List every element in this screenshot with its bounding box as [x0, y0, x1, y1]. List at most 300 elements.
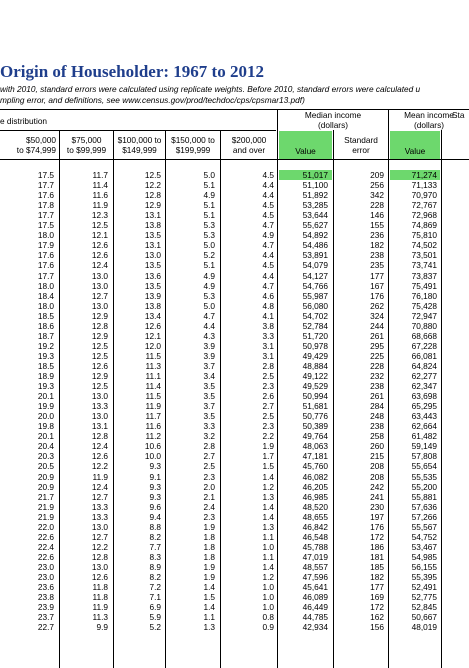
- cell-median-se: 182: [370, 572, 384, 582]
- cell-pct-150k: 4.9: [203, 270, 215, 281]
- page-title: Origin of Householder: 1967 to 2012: [0, 62, 264, 81]
- cell-median-value: 47,019: [302, 551, 328, 562]
- cell-pct-200k: 1.0: [262, 602, 274, 613]
- table-row: [0, 472, 469, 482]
- cell-pct-150k: 5.0: [203, 170, 215, 180]
- cell-median-se: 238: [370, 250, 384, 261]
- cell-median-value: 48,520: [302, 501, 328, 512]
- header-bottom-rule: [0, 159, 469, 160]
- cell-pct-50k: 21.9: [37, 511, 54, 522]
- cell-median-se: 208: [370, 461, 384, 472]
- cell-median-value: 51,681: [302, 401, 328, 412]
- cell-median-se: 261: [370, 391, 384, 402]
- cell-median-se: 238: [370, 421, 384, 432]
- cell-pct-200k: 4.1: [262, 310, 274, 321]
- cell-pct-200k: 1.0: [262, 582, 274, 593]
- table-row: [0, 180, 469, 190]
- cell-pct-50k: 23.6: [37, 582, 54, 593]
- cell-median-se: 172: [370, 531, 384, 542]
- table-row: [0, 341, 469, 351]
- cell-pct-100k: 10.0: [144, 451, 161, 462]
- cell-pct-100k: 11.5: [145, 391, 161, 402]
- cell-pct-150k: 5.1: [203, 200, 215, 211]
- cell-pct-75k: 12.1: [91, 230, 108, 241]
- table-row: [0, 482, 469, 492]
- cell-pct-75k: 13.0: [91, 411, 108, 422]
- cell-pct-100k: 13.9: [144, 290, 161, 301]
- cell-pct-200k: 4.5: [262, 260, 274, 271]
- cell-pct-100k: 12.5: [144, 170, 161, 180]
- cell-mean-value: 72,767: [411, 200, 437, 211]
- cell-pct-100k: 11.6: [145, 421, 161, 432]
- cell-median-value: 47,596: [302, 572, 328, 582]
- cell-mean-value: 74,502: [411, 240, 437, 251]
- cell-pct-100k: 11.4: [145, 381, 161, 392]
- table-row: [0, 451, 469, 461]
- cell-pct-200k: 0.9: [262, 622, 274, 633]
- cell-median-value: 48,063: [302, 441, 328, 452]
- cell-mean-value: 63,698: [411, 391, 437, 402]
- cell-pct-200k: 4.5: [262, 210, 274, 221]
- cell-pct-150k: 3.7: [203, 360, 215, 371]
- cell-pct-75k: 13.1: [91, 421, 108, 432]
- cell-median-se: 209: [370, 170, 384, 180]
- cell-pct-150k: 3.9: [203, 340, 215, 351]
- cell-pct-200k: 1.1: [262, 551, 274, 562]
- cell-pct-75k: 13.0: [91, 391, 108, 402]
- cell-median-se: 295: [370, 340, 384, 351]
- cell-pct-50k: 21.9: [37, 501, 54, 512]
- cell-pct-75k: 11.6: [92, 190, 108, 201]
- cell-pct-50k: 22.6: [37, 551, 54, 562]
- table-row: [0, 441, 469, 451]
- col-header-50k: [0, 135, 56, 155]
- cell-pct-100k: 8.8: [149, 521, 161, 532]
- cell-median-se: 155: [370, 220, 384, 231]
- cell-pct-150k: 3.4: [203, 371, 215, 381]
- table-row: [0, 331, 469, 341]
- cell-pct-200k: 4.4: [262, 190, 274, 201]
- cell-pct-75k: 12.4: [91, 260, 108, 271]
- cell-median-se: 241: [370, 491, 384, 502]
- cell-pct-75k: 12.5: [91, 350, 108, 361]
- table-row: [0, 542, 469, 552]
- cell-median-value: 53,285: [302, 200, 328, 211]
- cell-pct-50k: 23.7: [37, 612, 54, 623]
- cell-median-value: 50,978: [302, 340, 328, 351]
- cell-median-se: 185: [370, 561, 384, 572]
- cell-median-value: 56,080: [302, 300, 328, 311]
- cell-mean-value: 66,081: [411, 350, 437, 361]
- cell-pct-100k: 13.5: [144, 280, 161, 291]
- cell-mean-value: 73,837: [411, 270, 437, 281]
- cell-pct-50k: 17.6: [37, 250, 54, 261]
- cell-pct-200k: 4.9: [262, 230, 274, 241]
- cell-median-value: 46,985: [302, 491, 328, 502]
- cell-mean-value: 63,443: [411, 411, 437, 422]
- cell-pct-75k: 13.0: [91, 280, 108, 291]
- cell-mean-value: 53,467: [411, 541, 437, 552]
- cell-mean-value: 70,970: [411, 190, 437, 201]
- cell-mean-value: 74,869: [411, 220, 437, 231]
- cell-mean-value: 55,654: [411, 461, 437, 472]
- table-row: [0, 592, 469, 602]
- table-row: [0, 281, 469, 291]
- cell-pct-50k: 18.4: [37, 290, 54, 301]
- cell-median-value: 47,181: [302, 451, 328, 462]
- cell-pct-150k: 1.9: [203, 572, 215, 582]
- cell-pct-100k: 12.1: [144, 330, 161, 341]
- cell-median-se: 244: [370, 320, 384, 331]
- table-row: [0, 411, 469, 421]
- cell-median-se: 208: [370, 471, 384, 482]
- cell-median-value: 42,934: [302, 622, 328, 633]
- cell-pct-200k: 2.3: [262, 421, 274, 432]
- cell-pct-100k: 8.2: [149, 572, 161, 582]
- cell-median-value: 51,100: [302, 180, 328, 191]
- cell-mean-value: 62,347: [411, 381, 437, 392]
- cell-pct-150k: 1.4: [203, 602, 215, 613]
- cell-median-value: 54,892: [302, 230, 328, 241]
- cell-pct-100k: 11.2: [145, 431, 161, 442]
- cell-pct-75k: 11.8: [92, 592, 108, 603]
- cell-pct-75k: 12.9: [91, 310, 108, 321]
- cell-pct-50k: 19.3: [37, 350, 54, 361]
- cell-pct-75k: 12.4: [91, 481, 108, 492]
- cell-pct-200k: 4.7: [262, 220, 274, 231]
- cell-pct-200k: 4.7: [262, 240, 274, 251]
- cell-median-se: 228: [370, 200, 384, 211]
- subtitle-line-2: mpling error, and definitions, see www.census.gov/prod/techdoc/cps/cpsmar13.pdf): [0, 95, 305, 105]
- cell-pct-150k: 4.9: [203, 190, 215, 201]
- cell-mean-value: 65,295: [411, 401, 437, 412]
- table-row: [0, 351, 469, 361]
- cell-pct-50k: 19.9: [37, 401, 54, 412]
- cell-pct-200k: 1.2: [262, 481, 274, 492]
- cell-pct-200k: 1.2: [262, 572, 274, 582]
- cell-mean-value: 70,880: [411, 320, 437, 331]
- cell-pct-75k: 13.0: [91, 300, 108, 311]
- cell-median-value: 54,702: [302, 310, 328, 321]
- cell-pct-100k: 13.4: [144, 310, 161, 321]
- cell-pct-200k: 1.3: [262, 521, 274, 532]
- table-row: [0, 552, 469, 562]
- cell-median-se: 324: [370, 310, 384, 321]
- cell-median-se: 232: [370, 371, 384, 381]
- table-row: [0, 582, 469, 592]
- col-divider-f: [441, 130, 442, 159]
- cell-pct-150k: 3.5: [203, 411, 215, 422]
- cell-median-value: 48,884: [302, 360, 328, 371]
- cell-pct-150k: 1.1: [203, 612, 215, 623]
- cell-pct-200k: 4.5: [262, 200, 274, 211]
- cell-pct-75k: 13.3: [91, 401, 108, 412]
- cell-pct-100k: 5.9: [149, 612, 161, 623]
- cell-mean-value: 57,808: [411, 451, 437, 462]
- cell-pct-50k: 23.8: [37, 592, 54, 603]
- cell-pct-50k: 17.8: [37, 200, 54, 211]
- cell-median-se: 162: [370, 612, 384, 623]
- cell-pct-50k: 23.0: [37, 561, 54, 572]
- cell-median-value: 53,644: [302, 210, 328, 221]
- cell-pct-100k: 7.2: [149, 582, 161, 593]
- table-row: [0, 562, 469, 572]
- col-header-standard-error: [334, 135, 388, 155]
- cell-pct-150k: 4.3: [203, 330, 215, 341]
- cell-pct-100k: 5.2: [149, 622, 161, 633]
- table-row: [0, 230, 469, 240]
- cell-pct-75k: 9.9: [96, 622, 108, 633]
- cell-pct-200k: 4.6: [262, 290, 274, 301]
- cell-pct-50k: 17.7: [37, 210, 54, 221]
- cell-pct-75k: 12.7: [91, 290, 108, 301]
- cell-pct-50k: 19.2: [37, 340, 54, 351]
- cell-pct-100k: 10.6: [144, 441, 161, 452]
- cell-pct-100k: 11.3: [145, 360, 161, 371]
- table-row: [0, 301, 469, 311]
- cell-median-value: 54,486: [302, 240, 328, 251]
- cell-pct-100k: 9.6: [149, 501, 161, 512]
- cell-median-se: 228: [370, 360, 384, 371]
- cell-mean-value: 55,200: [411, 481, 437, 492]
- cell-pct-200k: 1.4: [262, 561, 274, 572]
- cell-pct-50k: 18.0: [37, 280, 54, 291]
- cell-pct-50k: 23.9: [37, 602, 54, 613]
- cell-pct-200k: 2.3: [262, 381, 274, 392]
- cell-median-value: 49,529: [302, 381, 328, 392]
- cell-pct-200k: 3.1: [262, 340, 274, 351]
- table-row: [0, 572, 469, 582]
- cell-median-se: 146: [370, 210, 384, 221]
- cell-pct-100k: 7.1: [149, 592, 161, 603]
- cell-mean-value: 62,277: [411, 371, 437, 381]
- cell-pct-200k: 2.5: [262, 371, 274, 381]
- cell-pct-100k: 13.1: [144, 210, 161, 221]
- cell-pct-50k: 17.5: [37, 170, 54, 180]
- cell-pct-200k: 1.4: [262, 471, 274, 482]
- cell-pct-200k: 4.5: [262, 170, 274, 180]
- cell-mean-value: 54,752: [411, 531, 437, 542]
- cell-median-se: 242: [370, 481, 384, 492]
- cell-pct-200k: 1.4: [262, 501, 274, 512]
- table-row: [0, 210, 469, 220]
- cell-pct-50k: 20.0: [37, 411, 54, 422]
- col-header-200k-line1: $200,000: [231, 135, 267, 145]
- cell-pct-200k: 4.4: [262, 270, 274, 281]
- cell-pct-75k: 13.0: [91, 561, 108, 572]
- cell-pct-50k: 20.4: [37, 441, 54, 452]
- cell-mean-value: 54,985: [411, 551, 437, 562]
- cell-mean-value: 55,881: [411, 491, 437, 502]
- cell-pct-100k: 11.5: [145, 350, 161, 361]
- cell-pct-50k: 22.7: [37, 622, 54, 633]
- cell-pct-200k: 2.8: [262, 360, 274, 371]
- cell-pct-100k: 8.9: [149, 561, 161, 572]
- cell-median-value: 46,449: [302, 602, 328, 613]
- cell-pct-100k: 8.2: [149, 531, 161, 542]
- cell-pct-100k: 13.6: [144, 270, 161, 281]
- cell-median-se: 236: [370, 230, 384, 241]
- cell-pct-200k: 1.9: [262, 441, 274, 452]
- table-row: [0, 421, 469, 431]
- mean-units-label: (dollars): [414, 120, 444, 130]
- cell-pct-150k: 1.8: [203, 551, 215, 562]
- cell-mean-value: 76,180: [411, 290, 437, 301]
- cell-pct-75k: 12.5: [91, 340, 108, 351]
- cell-median-value: 49,122: [302, 371, 328, 381]
- cell-pct-200k: 4.7: [262, 280, 274, 291]
- header-median-income: [278, 110, 388, 130]
- cell-mean-value: 75,491: [411, 280, 437, 291]
- cell-pct-75k: 12.6: [91, 240, 108, 251]
- cell-pct-50k: 19.8: [37, 421, 54, 432]
- cell-pct-50k: 18.0: [37, 230, 54, 241]
- table-row: [0, 461, 469, 471]
- cell-mean-value: 56,155: [411, 561, 437, 572]
- cell-pct-100k: 12.2: [144, 180, 161, 191]
- cell-pct-75k: 12.4: [91, 441, 108, 452]
- cell-mean-value: 61,482: [411, 431, 437, 442]
- cell-median-value: 46,089: [302, 592, 328, 603]
- cell-pct-100k: 13.8: [144, 300, 161, 311]
- cell-pct-100k: 6.9: [149, 602, 161, 613]
- table-row: [0, 522, 469, 532]
- col-header-50k-line2: to $74,999: [16, 145, 56, 155]
- cell-pct-150k: 5.3: [203, 290, 215, 301]
- cell-pct-75k: 12.8: [91, 320, 108, 331]
- cell-mean-value: 55,567: [411, 521, 437, 532]
- cell-pct-75k: 12.9: [91, 371, 108, 381]
- cell-median-se: 197: [370, 511, 384, 522]
- table-row: [0, 271, 469, 281]
- cell-median-se: 284: [370, 401, 384, 412]
- table-row: [0, 492, 469, 502]
- cell-pct-75k: 11.3: [92, 612, 108, 623]
- cell-median-se: 342: [370, 190, 384, 201]
- cell-pct-200k: 0.8: [262, 612, 274, 623]
- cell-pct-150k: 5.3: [203, 220, 215, 231]
- cell-median-se: 177: [370, 582, 384, 593]
- cell-median-value: 50,776: [302, 411, 328, 422]
- cell-pct-75k: 12.6: [91, 250, 108, 261]
- cell-pct-100k: 11.1: [145, 371, 161, 381]
- cell-pct-150k: 3.5: [203, 391, 215, 402]
- table-row: [0, 391, 469, 401]
- cell-pct-75k: 13.0: [91, 521, 108, 532]
- cell-pct-150k: 1.3: [203, 622, 215, 633]
- cell-median-value: 51,892: [302, 190, 328, 201]
- cell-pct-75k: 12.5: [91, 220, 108, 231]
- cell-median-se: 176: [370, 521, 384, 532]
- cell-mean-value: 75,810: [411, 230, 437, 241]
- col-header-median-value: Value: [295, 146, 316, 156]
- cell-median-se: 169: [370, 592, 384, 603]
- cell-pct-50k: 18.6: [37, 320, 54, 331]
- cell-median-value: 55,987: [302, 290, 328, 301]
- cell-pct-50k: 22.4: [37, 541, 54, 552]
- cell-pct-75k: 12.3: [91, 210, 108, 221]
- cell-mean-value: 48,019: [411, 622, 437, 633]
- table-row: [0, 612, 469, 622]
- col-header-150k-line2: $199,999: [175, 145, 211, 155]
- header-mid-rule: [0, 130, 276, 131]
- cell-pct-200k: 2.6: [262, 391, 274, 402]
- cell-pct-75k: 11.8: [92, 582, 108, 593]
- cell-pct-50k: 18.5: [37, 360, 54, 371]
- cell-pct-150k: 3.2: [203, 431, 215, 442]
- table-row: [0, 200, 469, 210]
- mean-income-label: Mean income: [404, 110, 454, 120]
- cell-mean-value: 50,667: [411, 612, 437, 623]
- cell-mean-value: 71,274: [411, 170, 437, 180]
- cell-pct-75k: 13.0: [91, 270, 108, 281]
- cell-pct-50k: 18.5: [37, 310, 54, 321]
- cell-median-value: 46,205: [302, 481, 328, 492]
- cell-median-value: 54,079: [302, 260, 328, 271]
- cell-median-se: 186: [370, 541, 384, 552]
- cell-pct-200k: 1.4: [262, 511, 274, 522]
- cell-median-value: 54,766: [302, 280, 328, 291]
- cell-pct-75k: 11.9: [92, 471, 108, 482]
- cell-median-value: 54,127: [302, 270, 328, 281]
- col-header-75k: [60, 135, 113, 155]
- cell-median-value: 48,557: [302, 561, 328, 572]
- cell-mean-value: 72,968: [411, 210, 437, 221]
- cell-pct-150k: 5.3: [203, 230, 215, 241]
- cell-pct-200k: 1.0: [262, 592, 274, 603]
- cell-pct-200k: 4.8: [262, 300, 274, 311]
- cell-pct-200k: 1.5: [262, 461, 274, 472]
- cell-pct-150k: 3.3: [203, 421, 215, 432]
- cell-pct-50k: 20.5: [37, 461, 54, 472]
- cell-median-value: 50,389: [302, 421, 328, 432]
- cell-median-value: 46,842: [302, 521, 328, 532]
- cell-pct-100k: 7.7: [149, 541, 161, 552]
- cell-pct-150k: 2.4: [203, 501, 215, 512]
- col-header-200k-line2: and over: [232, 145, 266, 155]
- cell-median-value: 51,017: [302, 170, 328, 180]
- cell-pct-75k: 13.3: [91, 511, 108, 522]
- col-header-200k: [221, 135, 277, 155]
- col-header-se-line2: error: [352, 145, 370, 155]
- cell-pct-150k: 5.0: [203, 300, 215, 311]
- cell-pct-100k: 12.9: [144, 200, 161, 211]
- cell-pct-200k: 3.3: [262, 330, 274, 341]
- table-row: [0, 602, 469, 612]
- cell-pct-75k: 11.9: [92, 200, 108, 211]
- cell-pct-50k: 18.0: [37, 300, 54, 311]
- header-distribution: e distribution: [0, 116, 48, 126]
- cell-pct-150k: 1.9: [203, 561, 215, 572]
- cell-pct-75k: 12.6: [91, 360, 108, 371]
- cell-pct-200k: 1.1: [262, 531, 274, 542]
- col-header-100k: [114, 135, 165, 155]
- cell-pct-50k: 20.1: [37, 391, 54, 402]
- cell-median-se: 256: [370, 180, 384, 191]
- cell-pct-50k: 17.7: [37, 270, 54, 281]
- cell-pct-150k: 4.9: [203, 280, 215, 291]
- cell-median-value: 46,548: [302, 531, 328, 542]
- table-row: [0, 431, 469, 441]
- cell-median-value: 49,429: [302, 350, 328, 361]
- table-row: [0, 291, 469, 301]
- cell-mean-value: 52,845: [411, 602, 437, 613]
- cell-pct-75k: 11.9: [92, 602, 108, 613]
- cell-pct-50k: 18.7: [37, 330, 54, 341]
- cell-pct-75k: 11.7: [92, 170, 108, 180]
- cell-pct-150k: 1.4: [203, 582, 215, 593]
- table-row: [0, 401, 469, 411]
